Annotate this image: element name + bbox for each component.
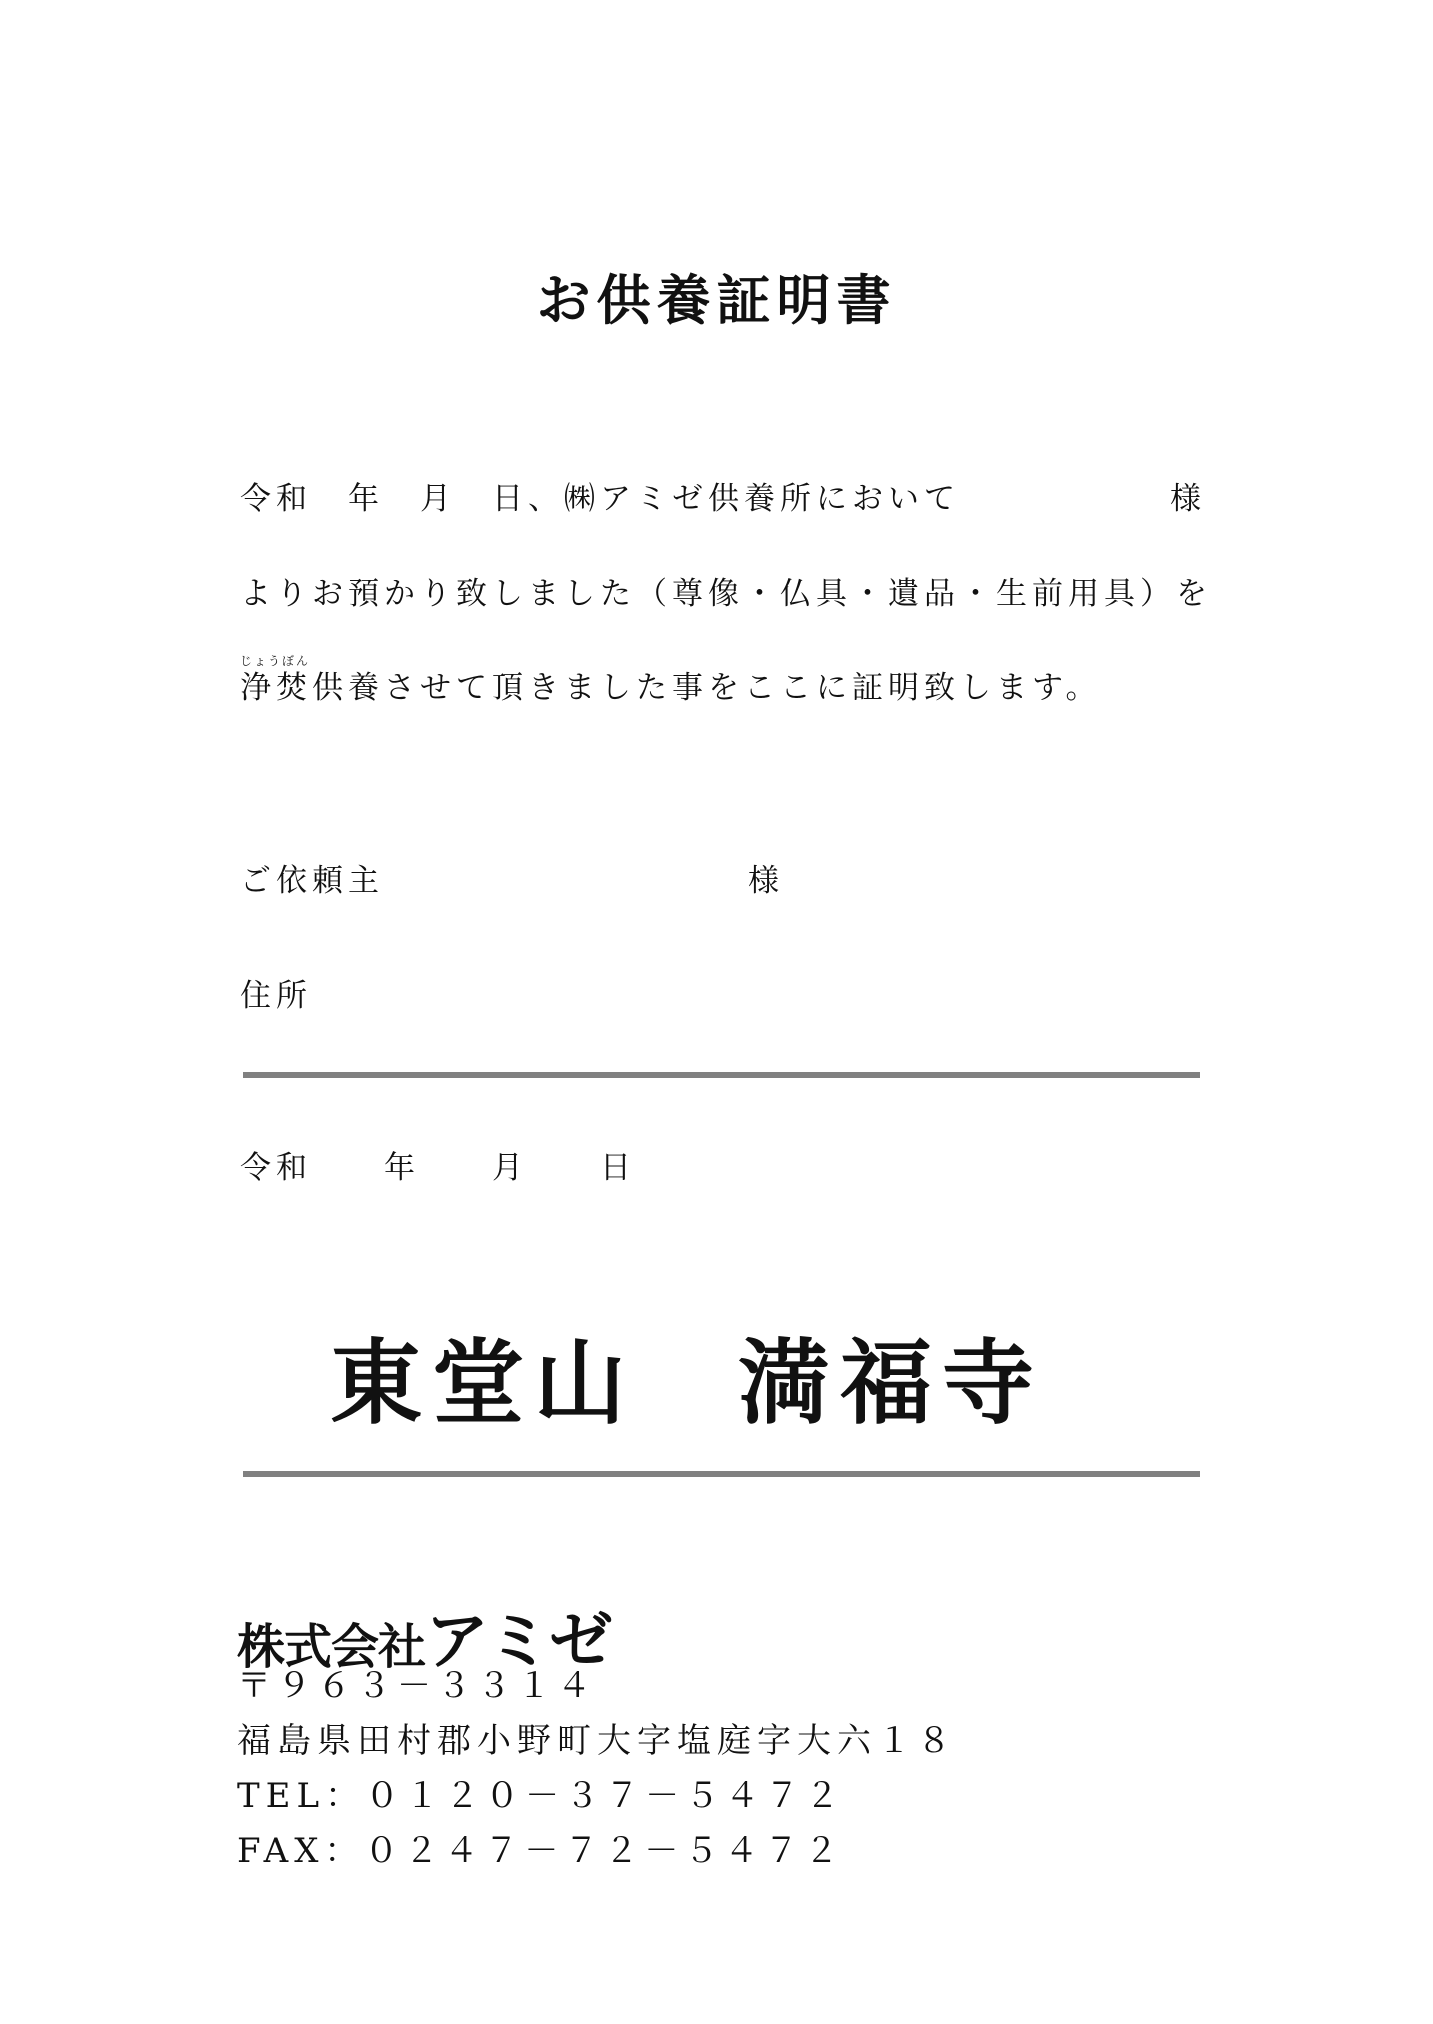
furigana-reading: じょうぼん: [240, 654, 311, 668]
statement-honorific: 様: [1170, 481, 1206, 517]
statement-line-1: 令和 年 月 日、㈱アミゼ供養所において: [240, 481, 960, 517]
company-postal-code: 〒９６３－３３１４: [237, 1666, 597, 1706]
client-honorific: 様: [748, 863, 784, 899]
divider-top: [243, 1072, 1200, 1078]
company-fax: FAX：０２４７－７２－５４７２: [237, 1831, 845, 1871]
company-logo-name: アミゼ: [425, 1605, 612, 1679]
statement-line-3: 浄焚供養させて頂きました事をここに証明致します。: [240, 670, 1102, 706]
company-tel: TEL：０１２０－３７－５４７２: [237, 1776, 846, 1816]
client-label: ご依頼主: [240, 863, 384, 899]
statement-line-2: よりお預かり致しました（尊像・仏具・遺品・生前用具）を: [240, 576, 1212, 612]
temple-name: 東堂山 満福寺: [330, 1329, 1045, 1437]
address-label: 住所: [240, 978, 312, 1014]
divider-bottom: [243, 1471, 1200, 1477]
company-logo-prefix: 株式会社: [237, 1619, 426, 1675]
certificate-title: お供養証明書: [536, 268, 897, 332]
issue-date: 令和 年 月 日: [240, 1150, 636, 1186]
company-address: 福島県田村郡小野町大字塩庭字大六１８: [237, 1721, 957, 1761]
